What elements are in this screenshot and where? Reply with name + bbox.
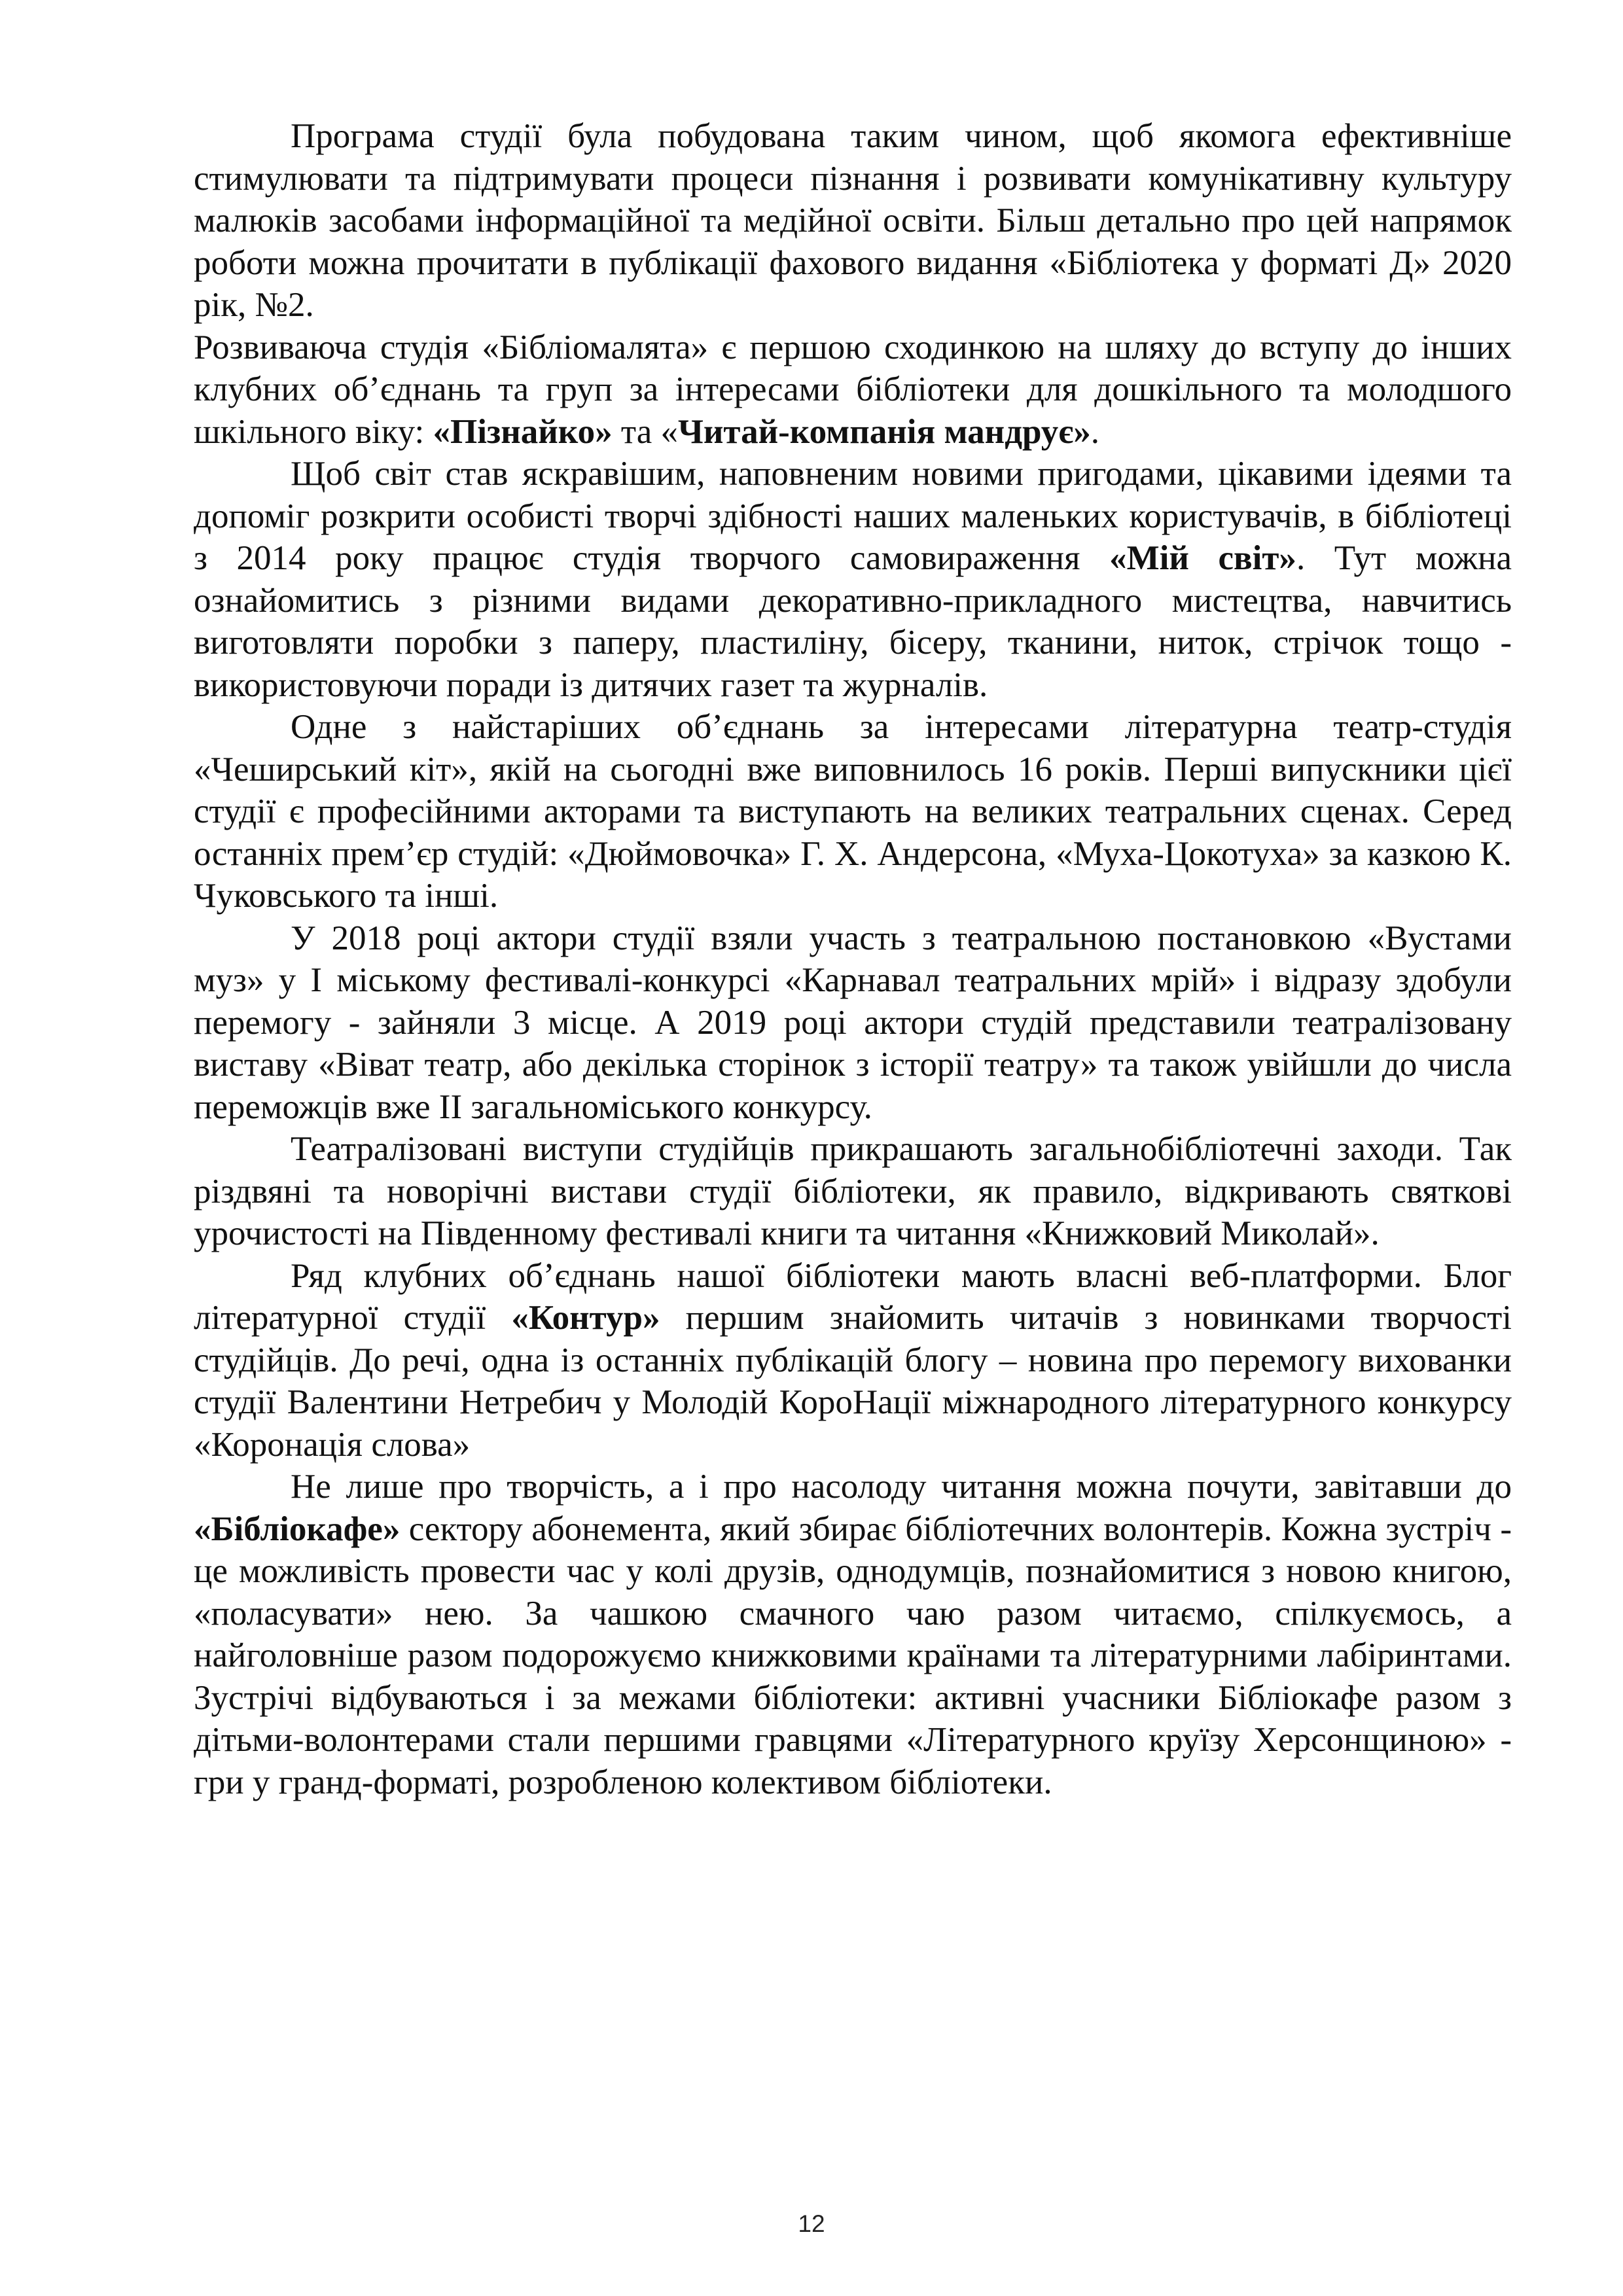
paragraph-text: та « [612, 412, 678, 451]
club-name-piznaiko: «Пізнайко» [433, 412, 613, 451]
paragraph-studio-program: Програма студії була побудована таким чином, щоб якомога ефективніше стимулювати та підтримувати процеси пізнання і розвивати комунікативну культуру малюків засобами інформаційної та медійної освіти. Більш детально про цей напрямок роботи можна прочитати в публікації фахового видання «Бібліотека у форматі Д» 2020 рік, №2. [194, 117, 1512, 324]
paragraph-text: першим знайомить читачів з новинками творчості студійців. До речі, одна із останніх публікацій блогу – новина про перемогу вихованки студії Валентини Нетребич у Молодій КороНації міжнародного літературного конкурсу «Коронація слова» [194, 1299, 1512, 1464]
paragraph-cheshire-cat: Одне з найстаріших об’єднань за інтересами літературна театр-студія «Чеширський кіт», якій на сьогодні вже виповнилось 16 років. Перші випускники цієї студії є професійними акторами та виступають на великих театральних сценах. Серед останніх прем’єр студій: «Дюймовочка» Г. Х. Андерсона, «Муха-Цокотуха» за казкою К. Чуковського та інші. [194, 708, 1512, 915]
paragraph-text: . [1090, 412, 1099, 451]
paragraph-bibliomalyata [194, 327, 1512, 453]
paragraph-text: сектору абонемента, який збирає бібліотечних волонтерів. Кожна зустріч - це можливість провести час у колі друзів, однодумців, познайомитися з новою книгою, «поласувати» нею. За чашкою смачного чаю разом читаємо, спілкуємось, а найголовніше разом подорожуємо книжковими країнами та літературними лабіринтами. Зустрічі відбуваються і за межами бібліотеки: активні учасники Бібліокафе разом з дітьми-волонтерами стали першими гравцями «Літературного круїзу Херсонщиною» - гри у гранд-форматі, розробленою колективом бібліотеки. [194, 1510, 1512, 1801]
studio-name-mii-svit: «Мій світ» [1109, 539, 1296, 577]
paragraph-text: . Тут можна ознайомитись з різними видами декоративно-прикладного мистецтва, навчитись виготовляти поробки з паперу, пластиліну, бісеру, тканини, ниток, стрічок тощо - використовуючи поради із дитячих газет та журналів. [194, 539, 1512, 704]
paragraph-text: Щоб світ став яскравішим, наповненим новими пригодами, цікавими ідеями та допоміг розкрити особисті творчі здібності наших маленьких користувачів, в бібліотеці з 2014 року працює студія творчого самовираження [194, 455, 1512, 577]
paragraph-festival-2018: У 2018 році актори студії взяли участь з театральною постановкою «Вустами муз» у І міському фестивалі-конкурсі «Карнавал театральних мрій» і відразу здобули перемогу - зайняли 3 місце. А 2019 році актори студій представили театралізовану виставу «Віват театр, або декілька сторінок з історії театру» та також увійшли до числа переможців вже ІІ загальноміського конкурсу. [194, 919, 1512, 1126]
page-number: 12 [798, 2210, 825, 2237]
club-name-bibliokafe: «Бібліокафе» [194, 1510, 401, 1548]
paragraph-text: Не лише про творчість, а і про насолоду читання можна почути, завітавши до [291, 1468, 1512, 1506]
paragraph-mii-svit [194, 453, 1512, 706]
paragraph-bibliokafe [194, 1466, 1512, 1803]
paragraph-text: Розвиваюча студія «Бібліомалята» є першою сходинкою на шляху до вступу до інших клубних об’єднань та груп за інтересами бібліотеки для дошкільного та молодшого шкільного віку: [194, 328, 1512, 451]
paragraph-text: Ряд клубних об’єднань нашої бібліотеки мають власні веб-платформи. Блог літературної студії [194, 1256, 1512, 1337]
club-name-chytai-kompaniia: Читай-компанія мандрує» [677, 412, 1091, 451]
paragraph-theatrical-performances: Театралізовані виступи студійців прикрашають загальнобібліотечні заходи. Так різдвяні та новорічні вистави студії бібліотеки, як правило, відкривають святкові урочистості на Південному фестивалі книги та читання «Книжковий Миколай». [194, 1130, 1512, 1252]
paragraph-web-platforms [194, 1255, 1512, 1466]
studio-name-kontur: «Контур» [511, 1299, 660, 1337]
document-body [194, 115, 1512, 1803]
